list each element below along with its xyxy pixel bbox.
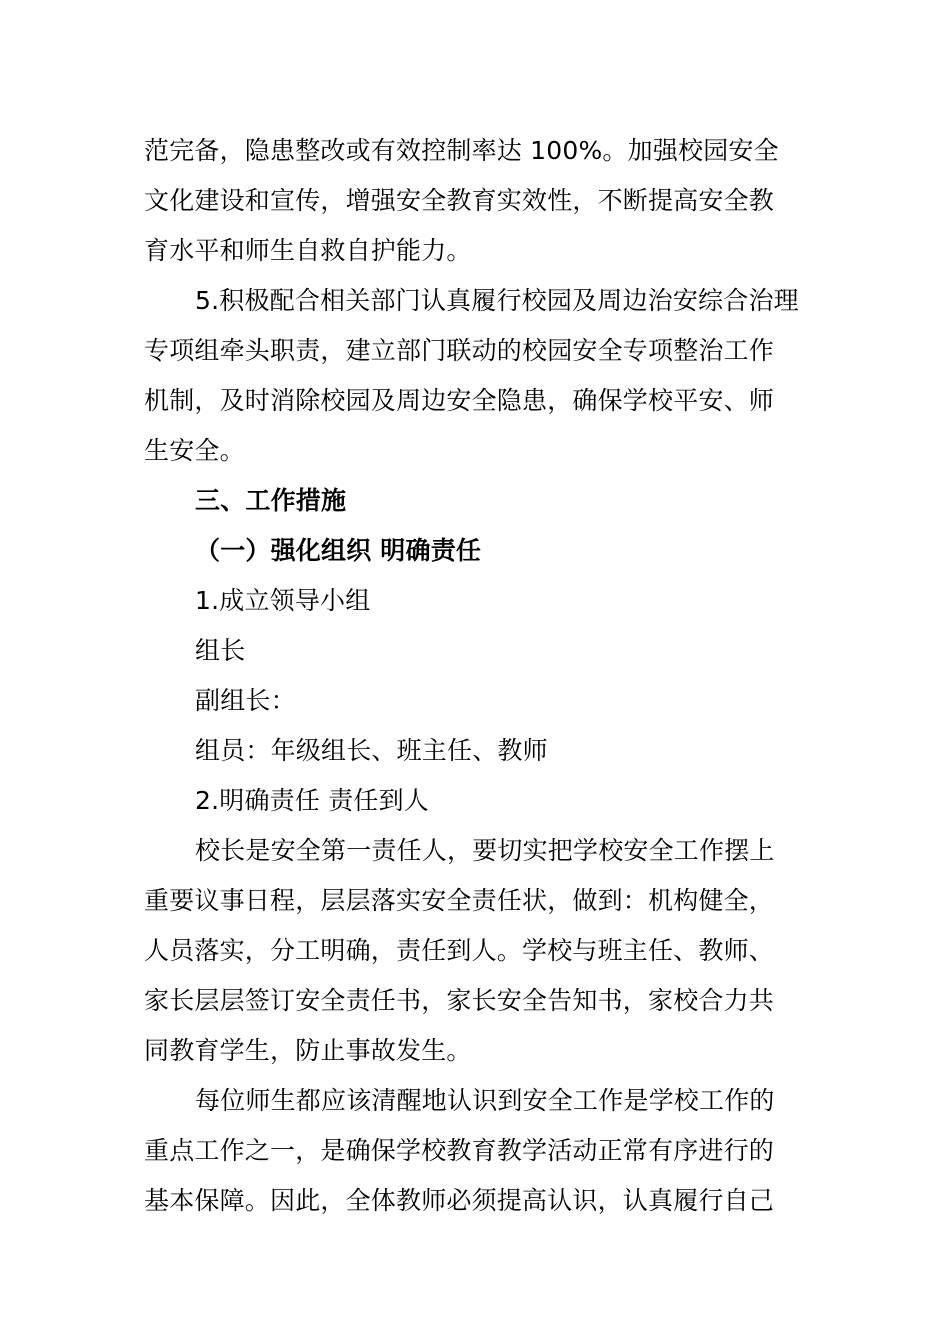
- subsection-heading: （一）强化组织 明确责任: [195, 536, 482, 565]
- text-line: 家长层层签订安全责任书，家长安全告知书，家校合力共: [144, 986, 775, 1015]
- text-line: 生安全。: [144, 436, 245, 465]
- text-line: 组员：年级组长、班主任、教师: [195, 736, 548, 765]
- text-line: 每位师生都应该清醒地认识到安全工作是学校工作的: [195, 1086, 775, 1115]
- text-line: 专项组牵头职责，建立部门联动的校园安全专项整治工作: [144, 336, 775, 365]
- text-line: 同教育学生，防止事故发生。: [144, 1036, 472, 1065]
- text-line: 重点工作之一，是确保学校教育教学活动正常有序进行的: [144, 1136, 775, 1165]
- text-line: 基本保障。因此，全体教师必须提高认识，认真履行自己: [144, 1186, 775, 1215]
- text-line: 文化建设和宣传，增强安全教育实效性，不断提高安全教: [144, 186, 775, 215]
- text-line: 5.积极配合相关部门认真履行校园及周边治安综合治理: [195, 286, 799, 315]
- text-line: 重要议事日程，层层落实安全责任状，做到：机构健全，: [144, 886, 775, 915]
- text-line: 副组长：: [195, 686, 296, 715]
- text-line: 范完备，隐患整改或有效控制率达 100%。加强校园安全: [144, 136, 779, 165]
- text-line: 2.明确责任 责任到人: [195, 786, 430, 815]
- section-heading: 三、工作措施: [195, 486, 347, 515]
- text-line: 校长是安全第一责任人，要切实把学校安全工作摆上: [195, 836, 775, 865]
- text-line: 机制，及时消除校园及周边安全隐患，确保学校平安、师: [144, 386, 775, 415]
- text-line: 育水平和师生自救自护能力。: [144, 236, 472, 265]
- text-line: 1.成立领导小组: [195, 586, 371, 615]
- text-line: 组长: [195, 636, 246, 665]
- text-line: 人员落实，分工明确，责任到人。学校与班主任、教师、: [144, 936, 775, 965]
